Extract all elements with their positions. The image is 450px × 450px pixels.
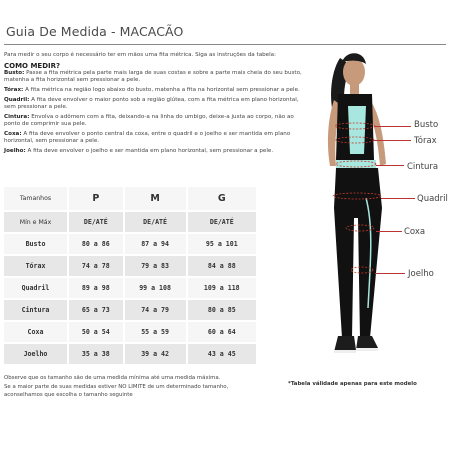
table-cell: 39 a 42 [124,343,187,365]
unit-cell: DE/ATÉ [187,211,257,233]
model-figure [300,48,450,378]
table-cell: 55 a 59 [124,321,187,343]
table-row [4,277,257,299]
title-divider [4,44,446,45]
size-header-m: M [124,187,187,211]
joelho-leader-line [375,273,405,274]
instruction-text: A fita métrica na região logo abaixo do busto, matenha a fita na horizontal sem pressionar a pele. [23,87,300,93]
row-label-torax: Tórax [4,255,68,277]
table-cell: 43 a 45 [187,343,257,365]
table-row [4,255,257,277]
coxa-leader-line [376,231,402,232]
size-header-g: G [187,187,257,211]
instruction-quadril [4,97,304,111]
row-label-coxa: Coxa [4,321,68,343]
page-title: Guia De Medida - MACACÃO [6,24,184,39]
table-row [4,343,257,365]
instruction-label: Tórax: [4,87,24,93]
table-cell: 99 a 108 [124,277,187,299]
instruction-label: Busto: [4,70,25,76]
table-cell: 87 a 94 [124,233,187,255]
instruction-label: Coxa: [4,131,22,137]
table-cell: 74 a 79 [124,299,187,321]
unit-row-label: Mín e Máx [4,211,68,233]
instruction-text: Envolva o adômem com a fita, deixando-a na linha do umbigo, deixe-a justa ao corpo, não ao ponto de comprimir sua pele. [4,114,294,127]
row-label-quadril: Quadril [4,277,68,299]
instruction-label: Joelho: [4,148,26,154]
table-cell: 35 a 38 [68,343,124,365]
instruction-coxa [4,131,304,145]
unit-cell: DE/ATÉ [124,211,187,233]
footer-notes [4,374,294,400]
instruction-joelho [4,148,304,155]
row-label-cintura: Cintura [4,299,68,321]
sizes-header-label: Tamanhos [4,187,68,211]
footer-line: aconselhamos que escolha o tamanho seguinte [4,392,133,398]
table-cell: 60 a 64 [187,321,257,343]
intro-text: Para medir o seu corpo é necessário ter em mãos uma fita métrica. Siga as instruções da tabela: [4,52,276,58]
figure-label-torax: Tórax [414,136,437,146]
instruction-busto [4,70,304,84]
instruction-label: Quadril: [4,97,30,103]
table-cell: 95 a 101 [187,233,257,255]
instruction-text: A fita deve envolver o ponto central da coxa, entre o quadril e o joelho e ser mantida em plano horizontal, sem pressionar a pele. [4,131,291,144]
quadril-leader-line [381,198,415,199]
table-cell: 84 a 88 [187,255,257,277]
table-cell: 50 a 54 [68,321,124,343]
row-label-busto: Busto [4,233,68,255]
table-cell: 74 a 78 [68,255,124,277]
size-header-p: P [68,187,124,211]
figure-label-quadril: Quadril [417,194,448,204]
instruction-text: Passe a fita métrica pela parte mais larga de suas costas e sobre a parte mais cheia do seu busto, matenha a fita horizontal sem pressionar a pele. [4,70,302,83]
table-cell: 79 a 83 [124,255,187,277]
cintura-leader-line [376,165,404,166]
table-row [4,299,257,321]
instruction-label: Cintura: [4,114,30,120]
busto-leader-line [375,126,411,127]
table-row [4,321,257,343]
table-cell: 109 a 118 [187,277,257,299]
instruction-cintura [4,114,304,128]
model-note: *Tabela válidade apenas para este modelo [288,381,417,387]
figure-label-coxa: Coxa [404,227,426,237]
row-label-joelho: Joelho [4,343,68,365]
instruction-text: A fita deve envolver o maior ponto sob a região glútea, com a fita métrica em plano horizontal, sem pressionar a pele. [4,97,299,110]
table-cell: 80 a 86 [68,233,124,255]
footer-line: Observe que os tamanho são de uma medida mínima até uma medida máxima. [4,375,221,381]
table-cell: 80 a 85 [187,299,257,321]
instructions-block [4,52,304,158]
table-cell: 89 a 98 [68,277,124,299]
table-header-row [4,187,257,211]
instruction-torax [4,87,304,94]
figure-label-joelho: Joelho [408,269,434,279]
table-cell: 65 a 73 [68,299,124,321]
size-table [4,187,258,366]
figure-label-cintura: Cintura [407,162,439,172]
model-illustration [300,48,450,378]
figure-label-busto: Busto [414,120,439,130]
torax-leader-line [373,140,411,141]
table-unit-row [4,211,257,233]
how-to-measure-heading: COMO MEDIR? [4,62,61,70]
footer-line: Se a maior parte de suas medidas estiver NO LIMITE de um determinado tamanho, [4,383,229,390]
table-row [4,233,257,255]
unit-cell: DE/ATÉ [68,211,124,233]
instruction-text: A fita deve envolver o joelho e ser mantida em plano horizontal, sem pressionar a pele. [25,148,274,154]
